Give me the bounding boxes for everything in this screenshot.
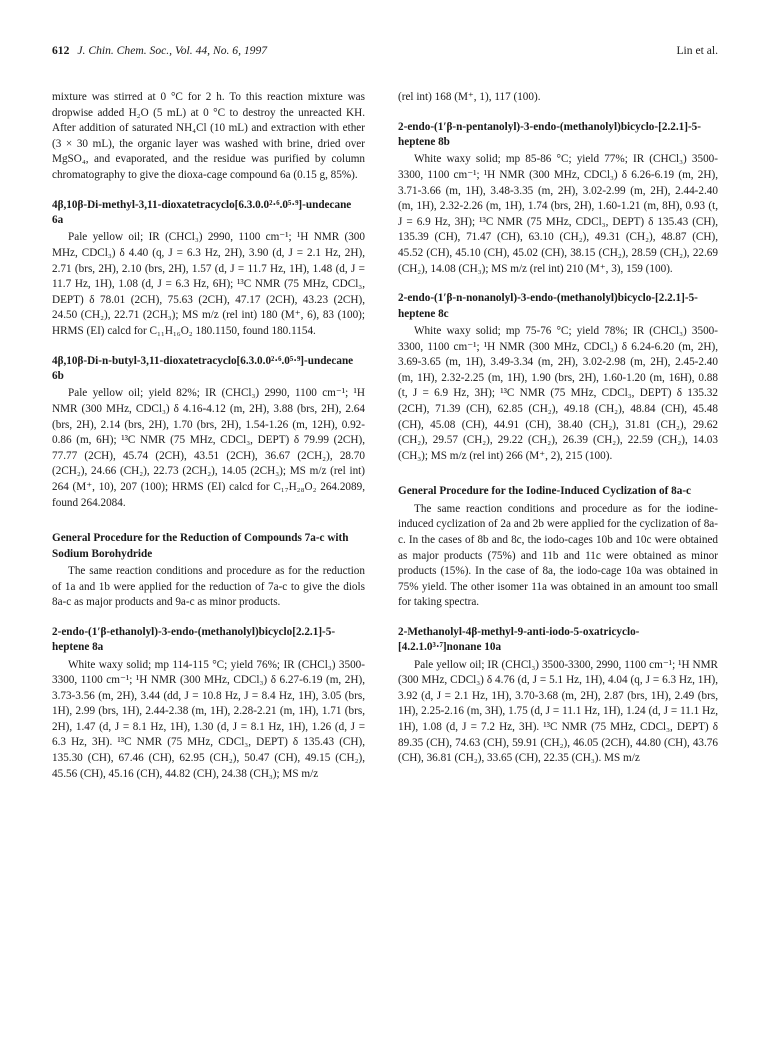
compound-6a-title: 4β,10β-Di-methyl-3,11-dioxatetracyclo[6.3.0.0²·⁶.0⁵·⁹]-undecane 6a (52, 198, 352, 226)
general-procedure-reduction-title: General Procedure for the Reduction of Compounds 7a-c with Sodium Borohydride (52, 532, 349, 560)
page-number: 612 (52, 44, 70, 57)
compound-8a-data: White waxy solid; mp 114-115 °C; yield 76%; IR (CHCl₃) 3500-3300, 1100 cm⁻¹; ¹H NMR (300 MHz, CDCl₃) δ 6.27-6.19 (m, 2H), 3.73-3.56 (m, 2H), 3.44 (dd, J = 10.8 Hz, J = 8.4 Hz, 1H), 3.05 (brs, 1H), 2.99 (brs, 1H), 2.44-2.38 (m, 1H), 2.28-2.21 (m, 1H), 1.71 (brs, 2H), 1.47 (d, J = 8.1 Hz, 1H), 1.30 (d, J = 8.1 Hz, 1H), 1.26 (d, J = 6.3 Hz, 3H). ¹³C NMR (75 MHz, CDCl₃, DEPT) δ 135.43 (CH), 135.30 (CH), 67.46 (CH), 62.95 (CH₂), 50.47 (CH), 49.15 (CH₂), 45.56 (CH), 45.16 (CH), 44.82 (CH), 24.38 (CH₃); MS m/z (52, 658, 365, 780)
right-column (398, 90, 718, 767)
general-procedure-cyclization-title: General Procedure for the Iodine-Induced Cyclization of 8a-c (398, 485, 692, 498)
journal-citation: J. Chin. Chem. Soc., Vol. 44, No. 6, 1997 (77, 44, 268, 57)
compound-10a-title: 2-Methanolyl-4β-methyl-9-anti-iodo-5-oxatricyclo-[4.2.1.0³·⁷]nonane 10a (398, 625, 640, 654)
compound-6b-data: Pale yellow oil; yield 82%; IR (CHCl₃) 2990, 1100 cm⁻¹; ¹H NMR (300 MHz, CDCl₃) δ 4.16-4.12 (m, 2H), 3.88 (brs, 2H), 2.64 (brs, 2H), 2.14 (brs, 2H), 1.70 (brs, 2H), 1.54-1.26 (m, 12H), 0.92-0.86 (m, 6H); ¹³C NMR (75 MHz, CDCl₃, DEPT) δ 79.99 (2CH), 77.77 (2CH), 45.74 (2CH), 43.51 (2CH), 36.67 (2CH₂), 28.70 (2CH₂), 24.66 (CH₂), 22.73 (2CH₂), 14.05 (2CH₃); MS m/z (rel int) 264 (M⁺, 10), 207 (100); HRMS (EI) calcd for C₁₇H₂₈O₂ 264.2089, found 264.2084. (52, 387, 365, 509)
running-head (52, 44, 267, 57)
continued-ms-data: (rel int) 168 (M⁺, 1), 117 (100). (398, 91, 541, 103)
compound-10a-data: Pale yellow oil; IR (CHCl₃) 3500-3300, 2990, 1100 cm⁻¹; ¹H NMR (300 MHz, CDCl₃) δ 4.76 (d, J = 5.1 Hz, 1H), 4.04 (q, J = 6.3 Hz, 1H), 3.92 (d, J = 2.1 Hz, 1H), 3.70-3.68 (m, 2H), 2.87 (brs, 1H), 2.49 (brs, 1H), 2.25-2.16 (m, 3H), 1.75 (d, J = 11.1 Hz, 1H), 1.24 (d, J = 11.1 Hz, 1H), 1.08 (d, J = 7.2 Hz, 3H). ¹³C NMR (75 MHz, CDCl₃, DEPT) δ 89.35 (CH), 74.63 (CH), 59.91 (CH₂), 46.05 (2CH), 44.80 (CH), 43.76 (CH), 36.81 (CH₂), 33.65 (CH), 22.35 (CH₃). MS m/z (398, 658, 718, 765)
compound-8c-title: 2-endo-(1′β-n-nonanolyl)-3-endo-(methanolyl)bicyclo-[2.2.1]-5-heptene 8c (398, 292, 698, 320)
author-running-head: Lin et al. (676, 44, 718, 57)
intro-paragraph: mixture was stirred at 0 °C for 2 h. To this reaction mixture was dropwise added H₂O (5 mL) at 0 °C to destroy the unreacted KH. After addition of saturated NH₄Cl (10 mL) and extraction with ether (3 × 30 mL), the organic layer was washed with brine, dried over MgSO₄, and evaporated, and the residue was purified by column chromatography to give the dioxa-cage compound 6a (0.15 g, 85%). (52, 91, 365, 181)
general-procedure-cyclization-text: The same reaction conditions and procedure as for the iodine-induced cyclization of 2a and 2b were applied for the cyclization of 8a-c. In the cases of 8b and 8c, the iodo-cages 10b and 10c were obtained as major products (75%) and 11b and 11c were obtained as minor products (15%). In the case of 8a, the iodo-cage 10a was obtained in 75% yield. The other isomer 11a was obtained in an amount too small for taking spectra. (398, 502, 718, 609)
compound-8b-data: White waxy solid; mp 85-86 °C; yield 77%; IR (CHCl₃) 3500-3300, 1100 cm⁻¹; ¹H NMR (300 MHz, CDCl₃) δ 6.26-6.19 (m, 2H), 3.71-3.66 (m, 1H), 3.48-3.35 (m, 2H), 3.02-2.99 (m, 2H), 2.44-2.40 (m, 1H), 2.32-2.26 (m, 1H), 1.74 (brs, 2H), 1.60-1.21 (m, 8H), 0.93 (t, J = 6.9 Hz, 3H); ¹³C NMR (75 MHz, CDCl₃, DEPT) δ 135.43 (CH), 135.39 (CH), 71.47 (CH), 63.10 (CH₂), 49.31 (CH₂), 48.87 (CH), 45.52 (CH), 45.10 (CH), 45.02 (CH), 38.15 (CH₂), 28.59 (CH₂), 22.69 (CH₂), 14.08 (CH₃); MS m/z (rel int) 210 (M⁺, 3), 159 (100). (398, 153, 718, 275)
compound-6a-data: Pale yellow oil; IR (CHCl₃) 2990, 1100 cm⁻¹; ¹H NMR (300 MHz, CDCl₃) δ 4.40 (q, J = 6.3 Hz, 2H), 3.90 (d, J = 2.1 Hz, 2H), 2.71 (brs, 2H), 2.10 (brs, 2H), 1.57 (d, J = 11.7 Hz, 1H), 1.48 (d, J = 11.7 Hz, 1H), 1.08 (d, J = 6.3 Hz, 6H); ¹³C NMR (75 MHz, CDCl₃, DEPT) δ 78.01 (2CH), 75.63 (2CH), 47.17 (2CH), 43.23 (2CH), 24.50 (CH₂), 22.71 (2CH₃); MS m/z (rel int) 180 (M⁺, 6), 83 (100); HRMS (EI) calcd for C₁₁H₁₆O₂ 180.1150, found 180.1154. (52, 231, 365, 337)
compound-8c-data: White waxy solid; mp 75-76 °C; yield 78%; IR (CHCl₃) 3500-3300, 1100 cm⁻¹; ¹H NMR (300 MHz, CDCl₃) δ 6.24-6.20 (m, 2H), 3.69-3.65 (m, 1H), 3.49-3.34 (m, 2H), 3.02-2.98 (m, 2H), 2.45-2.40 (m, 1H), 2.32-2.25 (m, 1H), 1.90 (brs, 2H), 1.60-1.20 (m, 16H), 0.88 (t, J = 6.9 Hz, 3H); ¹³C NMR (75 MHz, CDCl₃, DEPT) δ 135.32 (2CH), 71.39 (CH), 62.85 (CH₂), 49.18 (CH₂), 48.84 (CH), 45.48 (CH), 45.08 (CH), 44.91 (CH), 38.40 (CH₂), 31.81 (CH₂), 29.62 (CH₂), 29.57 (CH₂), 29.22 (CH₂), 26.39 (CH₂), 22.59 (CH₂), 14.03 (CH₃); MS m/z (rel int) 266 (M⁺, 2), 215 (100). (398, 324, 718, 462)
general-procedure-reduction-text: The same reaction conditions and procedure as for the reduction of 1a and 1b were applied for the reduction of 7a-c to give the diols 8a-c as major products and 9a-c as minor products. (52, 564, 365, 609)
compound-8b-title: 2-endo-(1′β-n-pentanolyl)-3-endo-(methanolyl)bicyclo-[2.2.1]-5-heptene 8b (398, 120, 701, 148)
left-column (52, 90, 365, 782)
compound-8a-title: 2-endo-(1′β-ethanolyl)-3-endo-(methanolyl)bicyclo[2.2.1]-5-heptene 8a (52, 625, 336, 654)
compound-6b-title: 4β,10β-Di-n-butyl-3,11-dioxatetracyclo[6.3.0.0²·⁶.0⁵·⁹]-undecane 6b (52, 354, 354, 382)
page-header (52, 44, 718, 62)
